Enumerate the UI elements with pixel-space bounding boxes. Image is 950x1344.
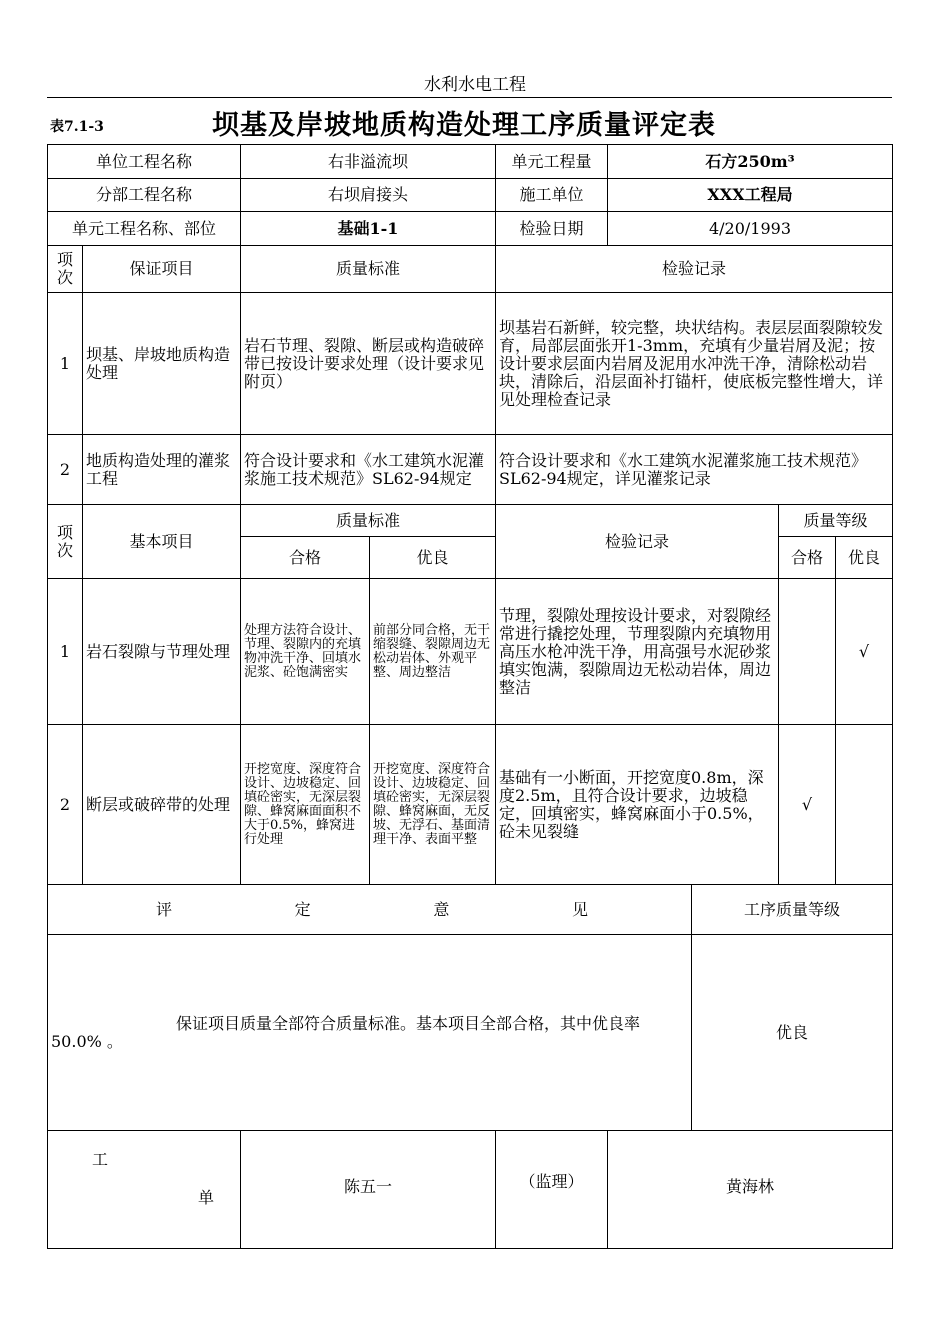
element-value: 基础1-1 [241,212,496,246]
grade-good-mark: √ [836,579,893,725]
evaluation-opinion: 保证项目质量全部符合质量标准。基本项目全部合格，其中优良率50.0% 。 [48,935,692,1131]
grade-good-mark [836,725,893,885]
item-no: 1 [48,293,83,435]
signature-row [48,1131,893,1249]
info-row-3 [48,212,893,246]
guarantee-row [48,293,893,435]
signature-label-bottom: 单 [198,1188,215,1207]
info-row-1 [48,145,893,179]
basic-record: 节理，裂隙处理按设计要求，对裂隙经常进行撬挖处理，节理裂隙内充填物用高压水枪冲洗干净，用高强号水泥砂浆填实饱满，裂隙周边无松动岩体，周边整洁 [496,579,779,725]
page-title: 坝基及岸坡地质构造处理工序质量评定表 [212,110,716,141]
basic-item: 岩石裂隙与节理处理 [83,579,241,725]
unit-project-label: 单位工程名称 [48,145,241,179]
guarantee-item: 地质构造处理的灌浆工程 [83,435,241,505]
contractor-value: XXX工程局 [608,179,893,212]
basic-item: 断层或破碎带的处理 [83,725,241,885]
table-number: 表7.1-3 [50,119,104,135]
basic-row [48,579,893,725]
process-grade-heading: 工序质量等级 [692,885,893,935]
evaluation-row [48,935,893,1131]
guarantee-item: 坝基、岸坡地质构造处理 [83,293,241,435]
guarantee-standard: 岩石节理、裂隙、断层或构造破碎带已按设计要求处理（设计要求见附页） [241,293,496,435]
pass-standard: 处理方法符合设计、节理、裂隙内的充填物冲洗干净、回填水泥浆、砼饱满密实 [241,579,370,725]
date-value: 4/20/1993 [608,212,893,246]
basic-row [48,725,893,885]
element-label: 单元工程名称、部位 [48,212,241,246]
grade-header: 质量等级 [779,505,893,537]
guarantee-standard: 符合设计要求和《水工建筑水泥灌浆施工技术规范》SL62-94规定 [241,435,496,505]
basic-record: 基础有一小断面，开挖宽度0.8m，深度2.5m，且符合设计要求，边坡稳定，回填密实，蜂窝麻面小于0.5%，砼未见裂缝 [496,725,779,885]
info-row-2 [48,179,893,212]
heading-char: 定 [294,899,311,919]
evaluation-header [48,885,893,935]
process-grade: 优良 [692,935,893,1131]
item-no: 1 [48,579,83,725]
basic-item-header: 基本项目 [83,505,241,579]
heading-char: 见 [571,899,588,919]
signer-name-2: 黄海林 [608,1131,893,1249]
header-divider [47,97,892,98]
item-no: 2 [48,435,83,505]
item-no-header: 项次 [48,505,83,579]
sub-project-value: 右坝肩接头 [241,179,496,212]
unit-quantity-value: 石方250m³ [608,145,893,179]
contractor-label: 施工单位 [496,179,608,212]
unit-quantity-label: 单元工程量 [496,145,608,179]
grade-pass-mark [779,579,836,725]
record-header: 检验记录 [496,246,893,293]
guarantee-record: 坝基岩石新鲜，较完整，块状结构。表层层面裂隙较发育，局部层面张开1-3mm，充填有少量岩屑及泥；按设计要求层面内岩屑及泥用水冲洗干净，清除松动岩块，清除后，沿层面补打锚杆，使底板完整性增大，详见处理检查记录 [496,293,893,435]
item-no-header: 项次 [48,246,83,293]
standard-header: 质量标准 [241,246,496,293]
pass-header: 合格 [241,537,370,579]
grade-pass-mark: √ [779,725,836,885]
signature-label-top: 工 [92,1150,109,1169]
pass-standard: 开挖宽度、深度符合设计、边坡稳定、回填砼密实，无深层裂隙、蜂窝麻面面积不大于0.5%，蜂窝进行处理 [241,725,370,885]
item-no: 2 [48,725,83,885]
guarantee-row [48,435,893,505]
heading-char: 意 [433,899,450,919]
record-header: 检验记录 [496,505,779,579]
evaluation-form [47,144,893,1249]
evaluation-opinion-heading [48,885,692,935]
guarantee-item-header: 保证项目 [83,246,241,293]
good-header: 优良 [370,537,496,579]
signature-label-cell [48,1131,241,1249]
guarantee-record: 符合设计要求和《水工建筑水泥灌浆施工技术规范》SL62-94规定，详见灌浆记录 [496,435,893,505]
basic-header-row-1 [48,505,893,537]
date-label: 检验日期 [496,212,608,246]
guarantee-header [48,246,893,293]
grade-good-header: 优良 [836,537,893,579]
standard-header: 质量标准 [241,505,496,537]
good-standard: 开挖宽度、深度符合设计、边坡稳定、回填砼密实，无深层裂隙、蜂窝麻面，无反坡、无浮石、基面清理干净、表面平整 [370,725,496,885]
supervisor-label: （监理） [496,1131,608,1249]
signer-name-1: 陈五一 [241,1131,496,1249]
heading-char: 评 [156,899,173,919]
document-category: 水利水电工程 [424,75,526,95]
grade-pass-header: 合格 [779,537,836,579]
sub-project-label: 分部工程名称 [48,179,241,212]
unit-project-value: 右非溢流坝 [241,145,496,179]
good-standard: 前部分同合格，无干缩裂缝、裂隙周边无松动岩体、外观平整、周边整洁 [370,579,496,725]
